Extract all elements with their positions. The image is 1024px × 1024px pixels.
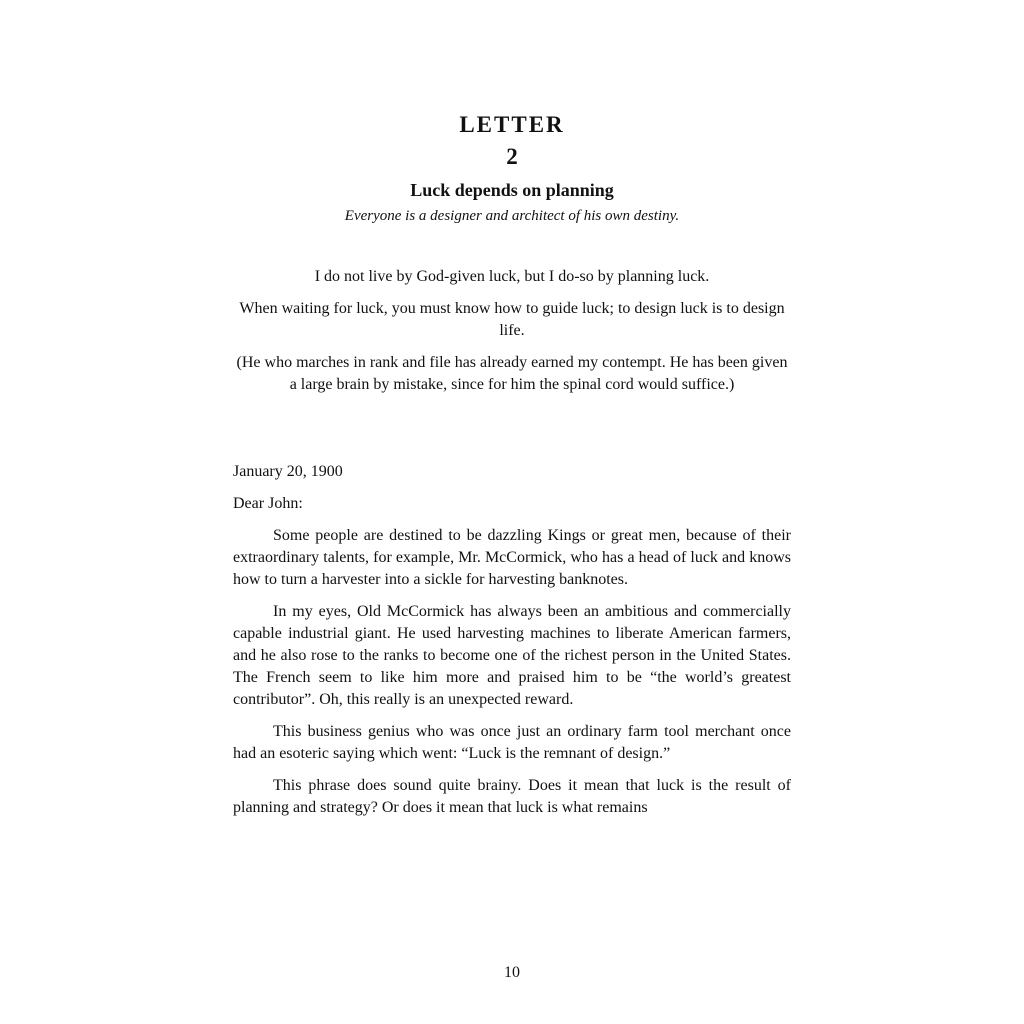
letter-date: January 20, 1900 <box>233 463 343 480</box>
epigraph-block <box>232 266 792 406</box>
body-paragraph: This business genius who was once just an ordinary farm tool merchant once had an esoteric saying which went: “Luck is the remnant of design.” <box>233 723 791 762</box>
epigraph-line: I do not live by God-given luck, but I do-so by planning luck. <box>314 268 710 285</box>
chapter-tagline: Everyone is a designer and architect of his own destiny. <box>344 208 680 224</box>
letter-heading: LETTER <box>459 112 565 137</box>
chapter-title: Luck depends on planning <box>410 180 614 200</box>
letter-body <box>233 461 791 829</box>
body-paragraph: Some people are destined to be dazzling Kings or great men, because of their extraordinary talents, for example, Mr. McCormick, who has a head of luck and knows how to turn a harvester into a sickle for harvesting banknotes. <box>233 527 791 588</box>
epigraph-line: When waiting for luck, you must know how to guide luck; to design luck is to design life. <box>239 300 785 339</box>
epigraph-line: (He who marches in rank and file has already earned my contempt. He has been given a large brain by mistake, since for him the spinal cord would suffice.) <box>236 354 788 393</box>
body-paragraph: In my eyes, Old McCormick has always been an ambitious and commercially capable industrial giant. He used harvesting machines to liberate American farmers, and he also rose to the ranks to become one of the richest person in the United States. The French seem to like him more and praised him to be “the world’s greatest contributor”. Oh, this really is an unexpected reward. <box>233 603 791 708</box>
letter-salutation: Dear John: <box>233 495 303 512</box>
page-number: 10 <box>504 964 520 981</box>
letter-number: 2 <box>506 144 518 169</box>
body-paragraph: This phrase does sound quite brainy. Does it mean that luck is the result of planning and strategy? Or does it mean that luck is what remains <box>233 777 791 816</box>
